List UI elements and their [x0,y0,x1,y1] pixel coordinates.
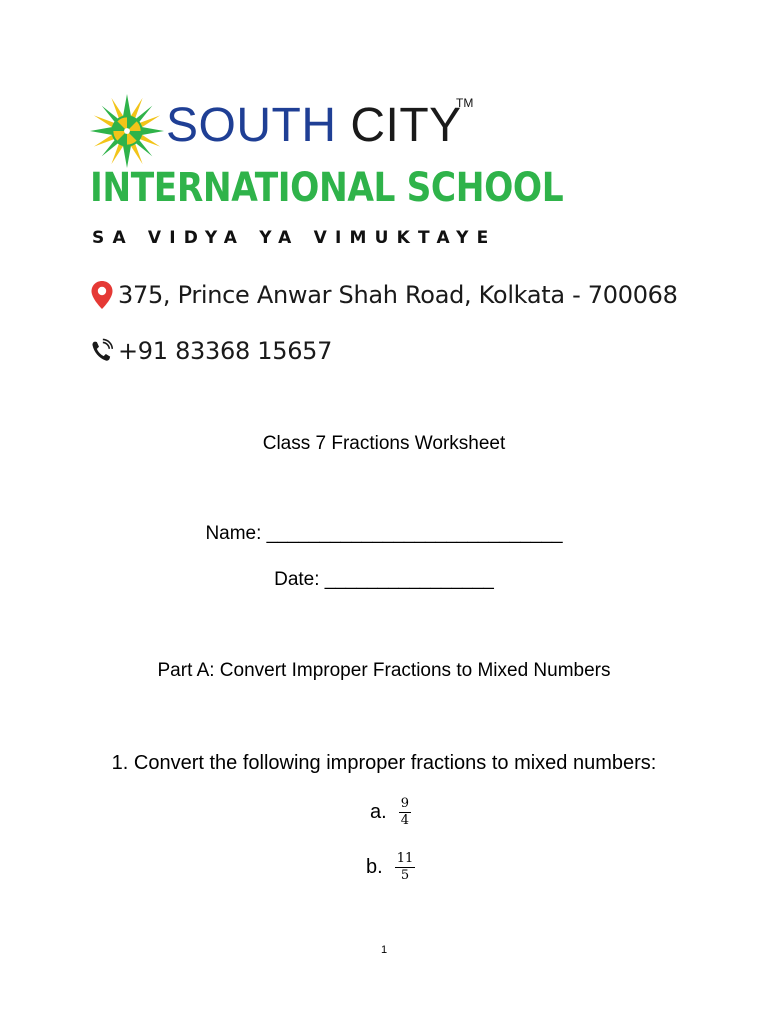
compass-emblem-icon [88,92,166,170]
fraction-a [399,797,411,828]
location-pin-icon [90,280,114,310]
fraction-b-numerator: 11 [396,851,414,866]
part-a-heading: Part A: Convert Improper Fractions to Mixed Numbers [157,660,611,681]
name-field-line: Name: ____________________________ [205,523,563,544]
fraction-item-a [370,797,411,828]
phone-text: +91 83368 15657 [118,337,333,365]
item-label-a: a. [370,801,387,823]
item-label-b: b. [366,856,383,878]
fraction-b [395,852,416,883]
logo-school-line: INTERNATIONAL SCHOOL [90,165,564,211]
logo-word-city: CITY [350,99,462,152]
fraction-a-denominator: 4 [400,813,409,828]
school-logo [88,92,564,252]
date-field-line: Date: ________________ [274,569,494,590]
address-line [90,280,678,310]
fraction-a-numerator: 9 [400,796,409,811]
worksheet-title: Class 7 Fractions Worksheet [262,433,506,454]
fraction-item-b [366,852,415,883]
logo-word-south: SOUTH [166,99,337,152]
phone-icon [90,336,114,366]
trademark-symbol: TM [456,96,474,110]
page-number: 1 [380,944,388,956]
question-1: 1. Convert the following improper fractions to mixed numbers: [111,752,657,774]
school-motto: SA VIDYA YA VIMUKTAYE [92,228,497,248]
phone-line [90,336,332,366]
logo-wordmark [166,98,462,154]
address-text: 375, Prince Anwar Shah Road, Kolkata - 700068 [118,281,678,309]
fraction-b-denominator: 5 [400,868,410,883]
